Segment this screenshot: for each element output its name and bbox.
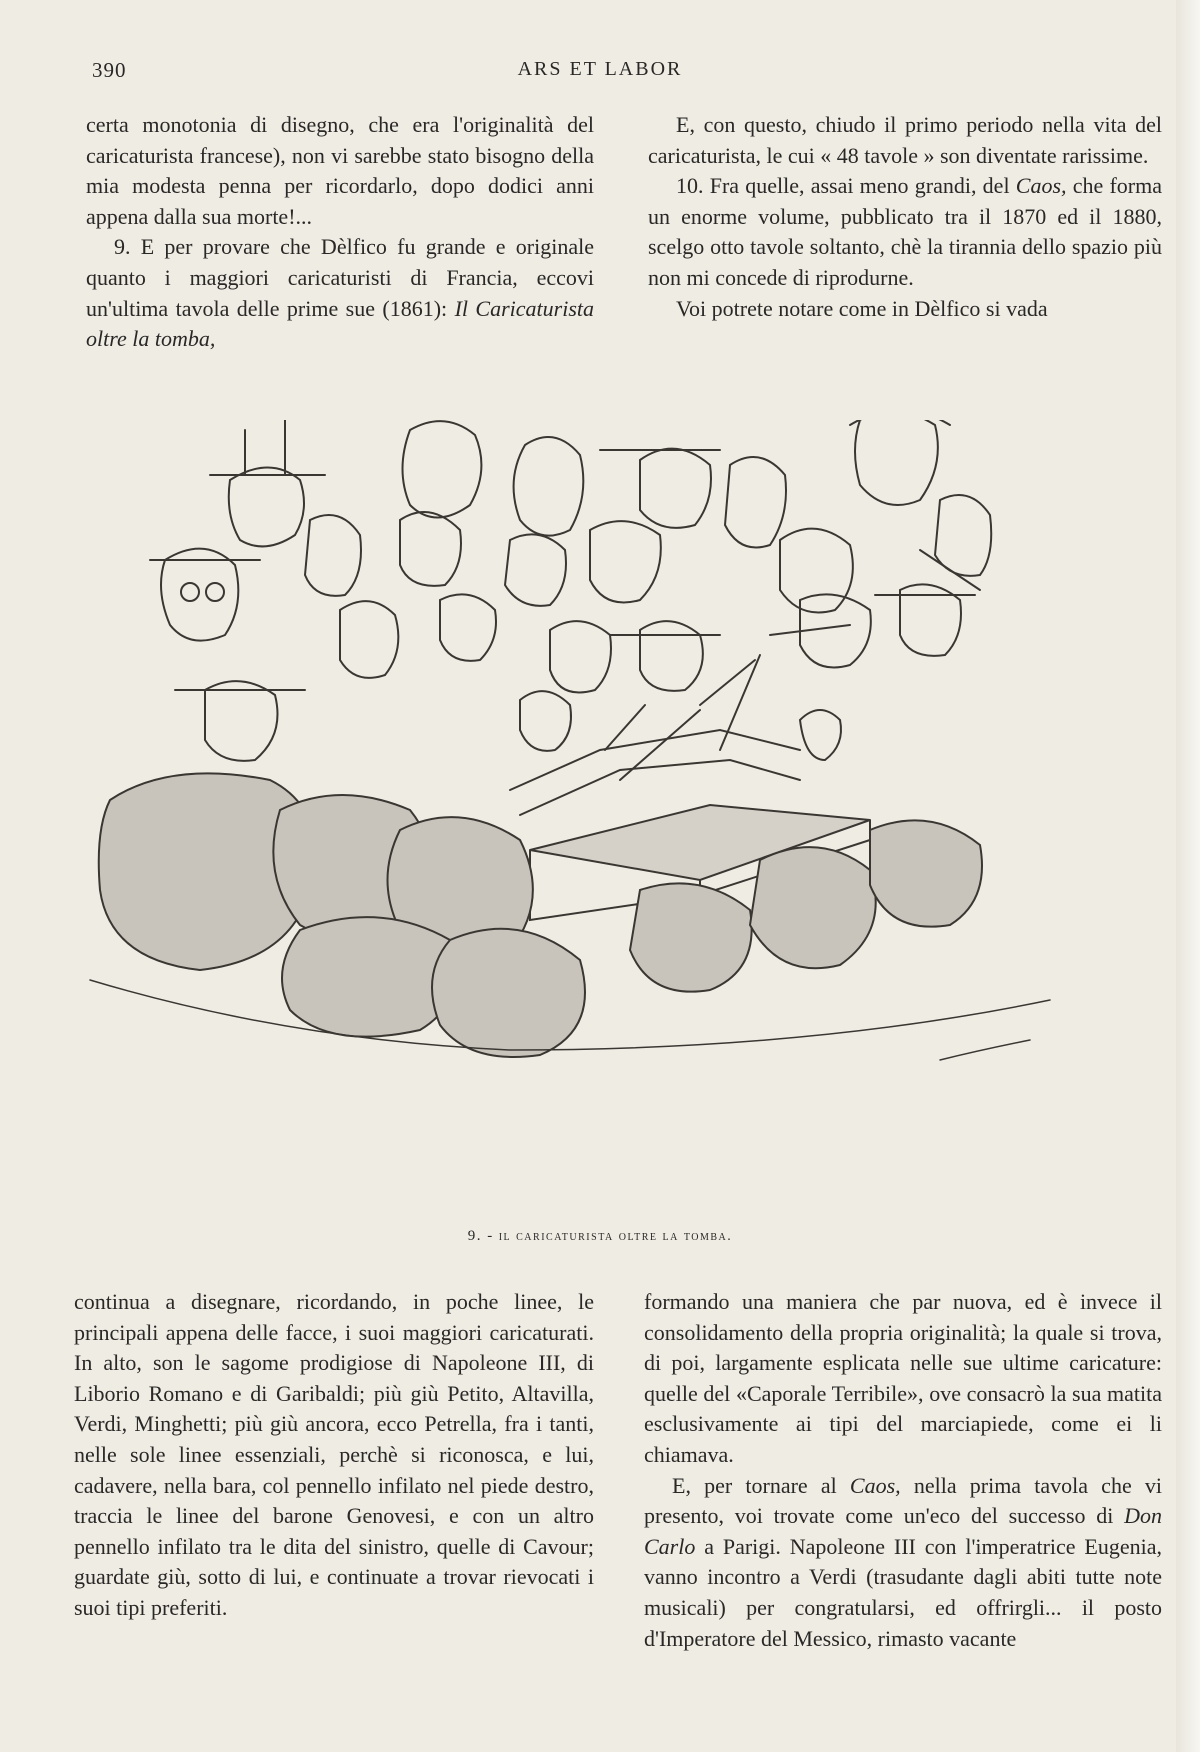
- page-gutter-shadow: [1176, 0, 1200, 1752]
- artwork-title: Il Caricaturista oltre la tomba,: [86, 295, 595, 352]
- paragraph: 9. E per provare che Dèlfico fu grande e originale quanto i maggiori caricaturisti di Francia, eccovi un'ultima tavola delle prime sue (1861): Il Caricaturista oltre la tomba,: [86, 234, 595, 352]
- rocks: [99, 773, 982, 1057]
- column-bottom-right: [644, 1287, 1162, 1654]
- cadaver-figure: [510, 655, 841, 815]
- paragraph: E, per tornare al Caos, nella prima tavola che vi presento, voi trovate come un'eco del successo di Don Carlo a Parigi. Napoleone III con l'imperatrice Eugenia, vanno incontro a Verdi (trasudante dagli abiti tutte note musicali) per congratularsi, ed offrirgli... il posto d'Imperatore del Messico, rimasto vacante: [644, 1472, 1162, 1651]
- page-number: 390: [92, 58, 127, 82]
- paragraph: E, con questo, chiudo il primo periodo nella vita del caricaturista, le cui « 48 tavole » son diventate rarissime.: [648, 112, 1162, 168]
- paragraph: formando una maniera che par nuova, ed è invece il consolidamento della propria originalità; la quale si trova, di poi, largamente esplicata nelle sue ultime caricature: quelle del «Caporale Terribile», ove consacrò la sua matita esclusivamente ai tipi del marciapiede, come ei li chiamava.: [644, 1289, 1162, 1467]
- paragraph: certa monotonia di disegno, che era l'originalità del caricaturista francese), non vi sarebbe stato bisogno della mia modesta penna per ricordarlo, dopo dodici anni appena dalla sua morte!...: [86, 112, 594, 229]
- paragraph: Voi potrete notare come in Dèlfico si vada: [676, 295, 1048, 321]
- column-top-left: [86, 110, 594, 355]
- column-top-right: [648, 110, 1162, 324]
- paragraph: continua a disegnare, ricordando, in poche linee, le principali appena delle facce, i suoi maggiori caricaturati. In alto, son le sagome prodigiose di Napoleone III, di Liborio Romano e di Garibaldi; più giù Petito, Altavilla, Verdi, Minghetti; più giù ancora, ecco Petrella, fra i tanti, nelle sole linee essenziali, perchè si riconosca, e lui, cadavere, nella bara, col pennello infilato nel piede destro, traccia le linee del barone Genovesi, e con un altro pennello infilato tra le dita del sinistro, quelle di Cavour; guardate giù, sotto di lui, e continuate a trovar rievocati i suoi tipi preferiti.: [74, 1289, 594, 1620]
- figure-caption: [0, 1228, 1200, 1245]
- caption-text: il caricaturista oltre la tomba.: [498, 1229, 733, 1244]
- column-bottom-left: [74, 1287, 594, 1624]
- publication-title: Caos,: [849, 1472, 901, 1498]
- illustration-drawing: [80, 420, 1170, 1210]
- publication-title: Caos,: [1015, 173, 1067, 199]
- running-head: ARS ET LABOR: [517, 58, 683, 80]
- opera-title: Don Carlo: [644, 1503, 1162, 1559]
- caption-number: 9. -: [467, 1228, 494, 1244]
- paragraph: 10. Fra quelle, assai meno grandi, del Caos, che forma un enorme volume, pubblicato tra il 1870 ed il 1880, scelgo otto tavole soltanto, chè la tirannia dello spazio più non mi concede di riprodurne.: [648, 173, 1162, 290]
- caricature-illustration: [80, 420, 1170, 1210]
